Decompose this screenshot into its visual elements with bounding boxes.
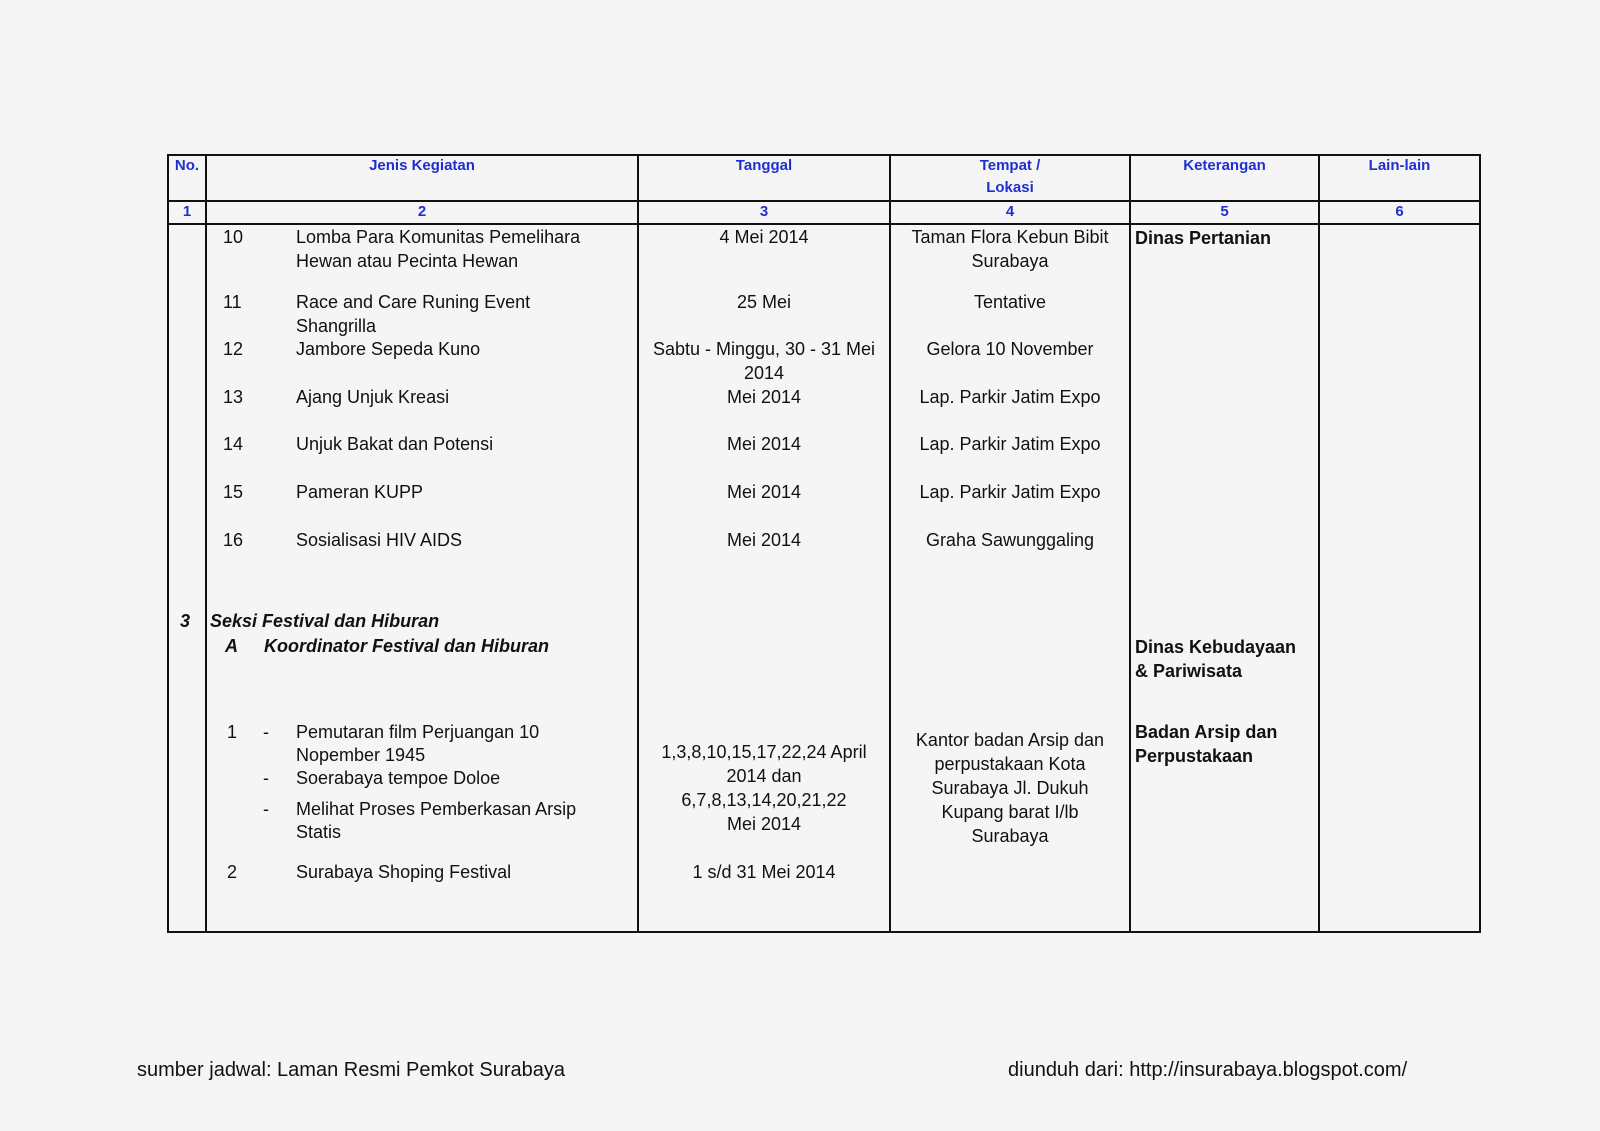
list-dash: - xyxy=(263,722,269,742)
colnum-6: 6 xyxy=(1395,203,1404,220)
row-tempat-cont: Surabaya Jl. Dukuh xyxy=(931,778,1089,798)
row-kegiatan: Race and Care Runing Event xyxy=(296,292,531,312)
row-tempat: Kantor badan Arsip dan xyxy=(915,730,1105,750)
row-kegiatan: Surabaya Shoping Festival xyxy=(296,862,512,882)
header-lokasi: Lokasi xyxy=(986,179,1034,196)
row-tanggal: 1 s/d 31 Mei 2014 xyxy=(692,862,836,882)
row-keterangan: Dinas Pertanian xyxy=(1135,228,1272,248)
row-tempat-cont: perpustakaan Kota xyxy=(934,754,1086,774)
section-keterangan-cont: & Pariwisata xyxy=(1135,661,1243,681)
section-number: 3 xyxy=(180,611,191,631)
row-number: 12 xyxy=(223,339,244,359)
row-number: 11 xyxy=(223,292,242,312)
header-jenis-kegiatan: Jenis Kegiatan xyxy=(369,157,475,174)
list-dash: - xyxy=(263,768,269,788)
header-lain-lain: Lain-lain xyxy=(1368,157,1431,174)
list-dash: - xyxy=(263,799,269,819)
colnum-4: 4 xyxy=(1005,203,1015,220)
row-kegiatan: Soerabaya tempoe Doloe xyxy=(296,768,501,788)
subsection-title: Koordinator Festival dan Hiburan xyxy=(264,636,550,656)
row-kegiatan: Melihat Proses Pemberkasan Arsip xyxy=(296,799,577,819)
row-tempat: Taman Flora Kebun Bibit xyxy=(911,227,1109,247)
footer-source: sumber jadwal: Laman Resmi Pemkot Surabaya xyxy=(137,1059,565,1081)
row-number: 13 xyxy=(223,387,244,407)
colnum-1: 1 xyxy=(182,203,192,220)
row-keterangan-cont: Perpustakaan xyxy=(1135,746,1254,766)
row-number: 14 xyxy=(223,434,244,454)
subsection-letter: A xyxy=(225,636,238,656)
section-keterangan: Dinas Kebudayaan xyxy=(1135,637,1297,657)
row-kegiatan: Jambore Sepeda Kuno xyxy=(296,339,481,359)
header-no: No. xyxy=(174,157,200,174)
row-kegiatan: Lomba Para Komunitas Pemelihara xyxy=(296,227,581,247)
row-tanggal: Sabtu - Minggu, 30 - 31 Mei xyxy=(652,339,876,359)
colnum-3: 3 xyxy=(759,203,769,220)
row-tanggal-cont: Mei 2014 xyxy=(726,814,802,834)
row-tempat: Graha Sawunggaling xyxy=(925,530,1095,550)
row-keterangan: Badan Arsip dan xyxy=(1135,722,1278,742)
row-number: 16 xyxy=(223,530,244,550)
row-number: 10 xyxy=(223,227,244,247)
row-tempat-cont: Surabaya xyxy=(971,251,1049,271)
row-kegiatan: Unjuk Bakat dan Potensi xyxy=(296,434,494,454)
row-tanggal: Mei 2014 xyxy=(726,434,802,454)
row-number: 15 xyxy=(223,482,244,502)
row-tanggal: 25 Mei xyxy=(736,292,792,312)
row-tempat: Lap. Parkir Jatim Expo xyxy=(919,387,1101,407)
row-kegiatan-cont: Shangrilla xyxy=(296,316,377,336)
row-kegiatan-cont: Statis xyxy=(296,822,342,842)
row-kegiatan: Sosialisasi HIV AIDS xyxy=(296,530,463,550)
footer-download-link[interactable]: diunduh dari: http://insurabaya.blogspot.com/ xyxy=(1008,1059,1408,1081)
row-tempat: Tentative xyxy=(973,292,1047,312)
row-tempat-cont: Kupang barat I/lb xyxy=(941,802,1079,822)
row-tanggal-cont: 2014 xyxy=(743,363,785,383)
row-tempat: Lap. Parkir Jatim Expo xyxy=(919,482,1101,502)
section-title: Seksi Festival dan Hiburan xyxy=(210,611,440,631)
row-tanggal: 1,3,8,10,15,17,22,24 April xyxy=(661,742,867,762)
row-tempat: Gelora 10 November xyxy=(926,339,1094,359)
row-kegiatan-cont: Hewan atau Pecinta Hewan xyxy=(296,251,519,271)
row-number: 1 xyxy=(227,722,238,742)
row-tempat: Lap. Parkir Jatim Expo xyxy=(919,434,1101,454)
row-kegiatan-cont: Nopember 1945 xyxy=(296,745,426,765)
colnum-2: 2 xyxy=(417,203,427,220)
row-tanggal: Mei 2014 xyxy=(726,530,802,550)
row-kegiatan: Pameran KUPP xyxy=(296,482,424,502)
row-number: 2 xyxy=(227,862,238,882)
colnum-5: 5 xyxy=(1220,203,1229,220)
row-kegiatan: Pemutaran film Perjuangan 10 xyxy=(296,722,540,742)
header-keterangan: Keterangan xyxy=(1183,157,1266,174)
header-tempat: Tempat / xyxy=(979,157,1041,174)
header-tanggal: Tanggal xyxy=(735,157,793,174)
row-tanggal: Mei 2014 xyxy=(726,482,802,502)
row-tanggal: Mei 2014 xyxy=(726,387,802,407)
row-tanggal: 4 Mei 2014 xyxy=(719,227,809,247)
row-tempat-cont: Surabaya xyxy=(971,826,1049,846)
row-tanggal-cont: 2014 dan xyxy=(726,766,802,786)
row-tanggal-cont: 6,7,8,13,14,20,21,22 xyxy=(681,790,847,810)
row-kegiatan: Ajang Unjuk Kreasi xyxy=(296,387,450,407)
